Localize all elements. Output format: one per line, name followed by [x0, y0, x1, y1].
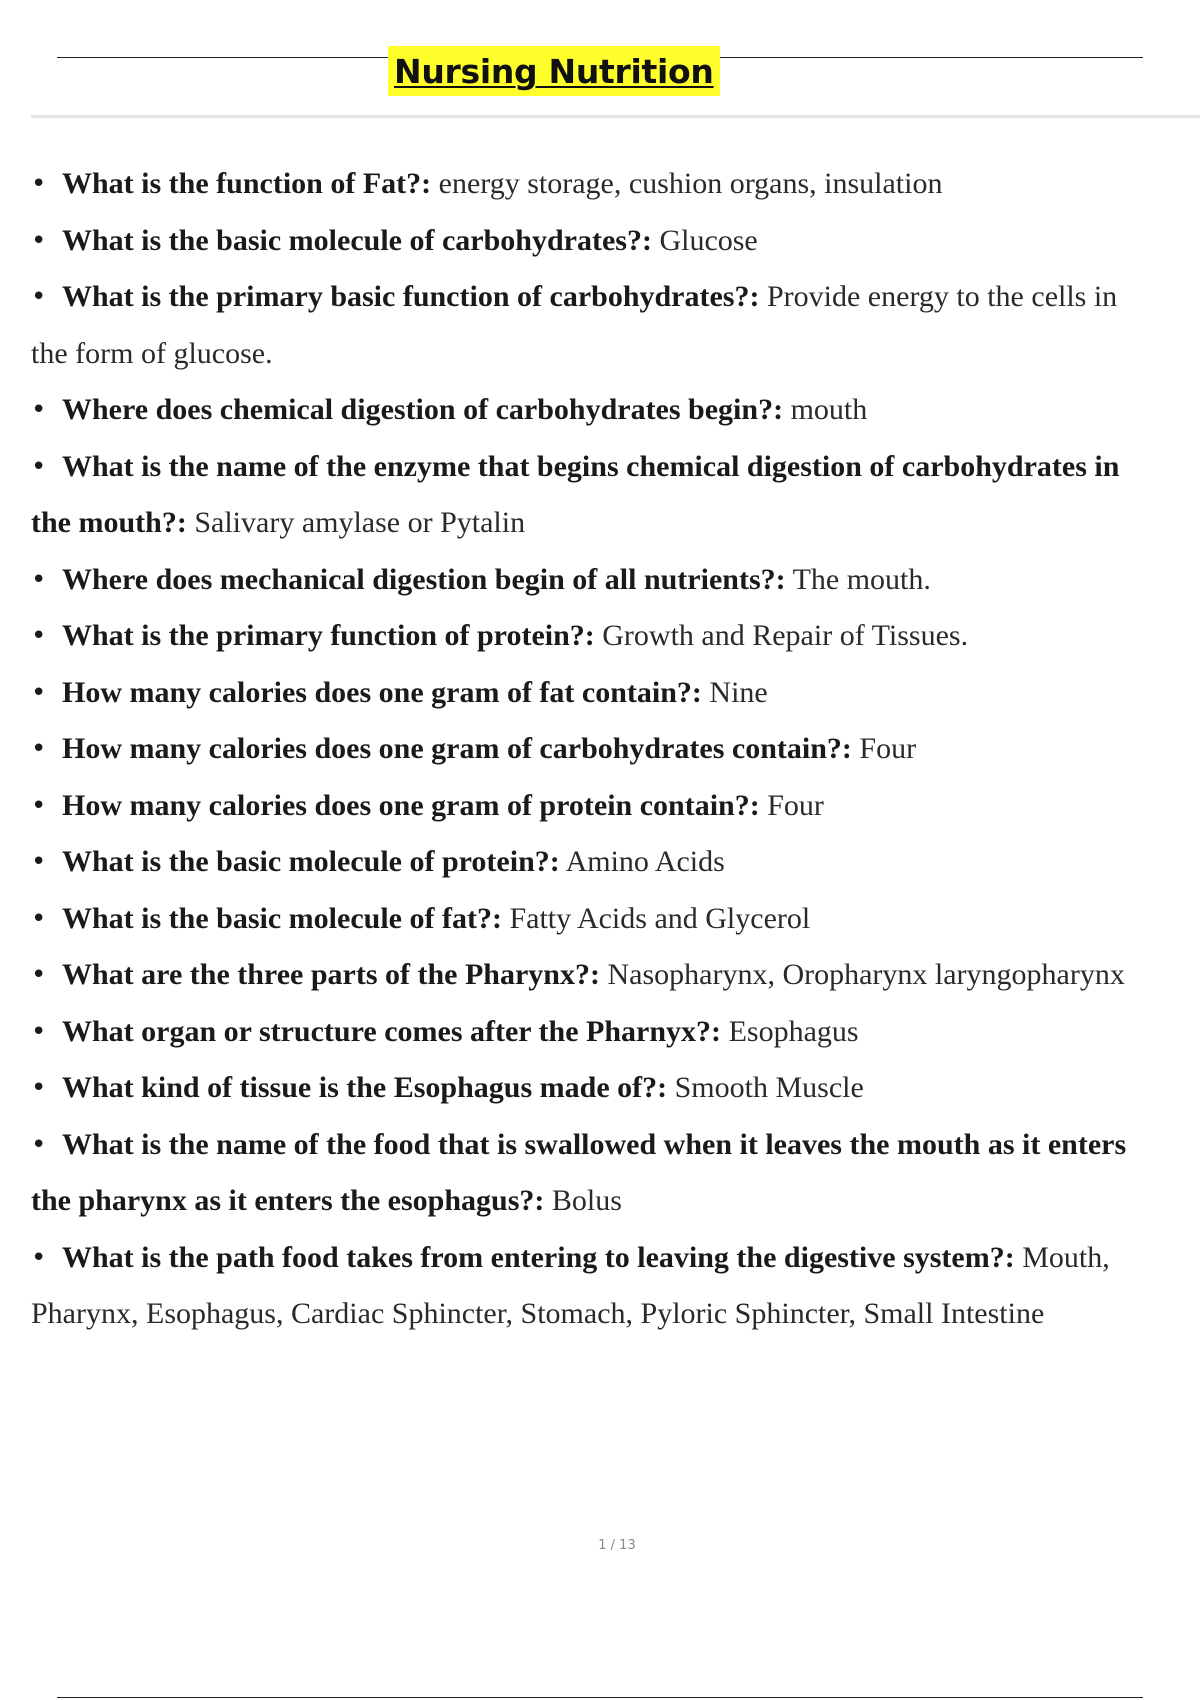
- answer: Fatty Acids and Glycerol: [501, 901, 811, 935]
- qa-item: [31, 947, 1200, 1004]
- answer: energy storage, cushion organs, insulation: [431, 167, 943, 200]
- answer: The mouth.: [785, 562, 931, 596]
- question: What is the basic molecule of fat?:: [62, 901, 502, 935]
- answer: Nasopharynx, Oropharynx laryngopharynx: [599, 958, 1125, 991]
- question: What organ or structure comes after the Pharnyx?:: [62, 1014, 722, 1048]
- qa-item: [31, 382, 1200, 439]
- question: the mouth?:: [31, 506, 187, 539]
- bullet-icon: •: [31, 847, 47, 877]
- question: the pharynx as it enters the esophagus?:: [31, 1184, 545, 1217]
- question: What is the name of the enzyme that begins chemical digestion of carbohydrates in: [62, 449, 1120, 483]
- qa-item: [31, 439, 1200, 552]
- qa-item: [31, 891, 1200, 948]
- answer: the form of glucose.: [31, 336, 273, 370]
- question: How many calories does one gram of fat contain?:: [62, 675, 702, 709]
- question: How many calories does one gram of carbohydrates contain?:: [62, 732, 852, 765]
- answer: Four: [759, 788, 824, 822]
- answer-continuation: [31, 326, 1200, 383]
- qa-item: [31, 608, 1200, 665]
- answer: Four: [851, 732, 917, 765]
- title-divider: [31, 115, 1200, 118]
- question-continuation: [31, 1173, 1200, 1230]
- answer: Nine: [701, 675, 768, 709]
- bullet-icon: •: [31, 169, 47, 199]
- question: What is the basic molecule of carbohydrates?:: [62, 223, 652, 257]
- bullet-icon: •: [31, 564, 47, 595]
- question: Where does mechanical digestion begin of all nutrients?:: [62, 562, 786, 596]
- answer: Growth and Repair of Tissues.: [594, 619, 969, 652]
- question: What is the function of Fat?:: [62, 167, 432, 200]
- question: What is the path food takes from entering to leaving the digestive system?:: [62, 1240, 1015, 1274]
- bullet-icon: •: [31, 960, 47, 990]
- answer: Glucose: [651, 223, 758, 257]
- bullet-icon: •: [31, 790, 47, 821]
- bullet-icon: •: [31, 225, 47, 256]
- bullet-icon: •: [31, 734, 47, 764]
- answer: Esophagus: [721, 1014, 859, 1048]
- qa-item: [31, 721, 1200, 778]
- answer: Mouth,: [1014, 1240, 1110, 1274]
- qa-item: [31, 269, 1200, 382]
- bullet-icon: •: [31, 1016, 47, 1047]
- question: What is the basic molecule of protein?:: [62, 845, 560, 878]
- page-indicator: 1 / 13: [598, 1538, 636, 1553]
- qa-item: [31, 1230, 1200, 1343]
- qa-item: [31, 1117, 1200, 1230]
- question: What is the primary function of protein?:: [62, 619, 595, 652]
- question: Where does chemical digestion of carbohydrates begin?:: [62, 393, 784, 426]
- qa-item: [31, 665, 1200, 722]
- answer: Smooth Muscle: [667, 1071, 864, 1104]
- question-continuation: [31, 495, 1200, 552]
- answer: Pharynx, Esophagus, Cardiac Sphincter, Stomach, Pyloric Sphincter, Small Intestine: [31, 1297, 1045, 1330]
- qa-item: [31, 1060, 1200, 1117]
- answer: Bolus: [544, 1184, 622, 1217]
- qa-list: [31, 156, 1200, 1343]
- bullet-icon: •: [31, 282, 47, 312]
- bullet-icon: •: [31, 1073, 47, 1103]
- answer: Provide energy to the cells in: [759, 280, 1118, 313]
- bullet-icon: •: [31, 451, 47, 482]
- question: What is the primary basic function of carbohydrates?:: [62, 280, 760, 313]
- answer: Salivary amylase or Pytalin: [186, 506, 526, 539]
- bullet-icon: •: [31, 677, 47, 708]
- qa-item: [31, 778, 1200, 835]
- question: What kind of tissue is the Esophagus made of?:: [62, 1071, 668, 1104]
- qa-item: [31, 834, 1200, 891]
- title-highlight: [388, 46, 720, 96]
- footer-rule: [57, 1697, 1143, 1698]
- question: What are the three parts of the Pharynx?:: [62, 958, 600, 991]
- qa-item: [31, 552, 1200, 609]
- bullet-icon: •: [31, 903, 47, 934]
- document-title: Nursing Nutrition: [394, 51, 714, 91]
- answer: mouth: [783, 393, 868, 426]
- qa-item: [31, 1004, 1200, 1061]
- bullet-icon: •: [31, 1129, 47, 1160]
- qa-item: [31, 156, 1200, 213]
- bullet-icon: •: [31, 621, 47, 651]
- qa-item: [31, 213, 1200, 270]
- bullet-icon: •: [31, 1242, 47, 1273]
- question: What is the name of the food that is swallowed when it leaves the mouth as it enters: [62, 1127, 1127, 1161]
- bullet-icon: •: [31, 395, 47, 425]
- answer: Amino Acids: [559, 845, 725, 878]
- question: How many calories does one gram of protein contain?:: [62, 788, 760, 822]
- answer-continuation: [31, 1286, 1200, 1343]
